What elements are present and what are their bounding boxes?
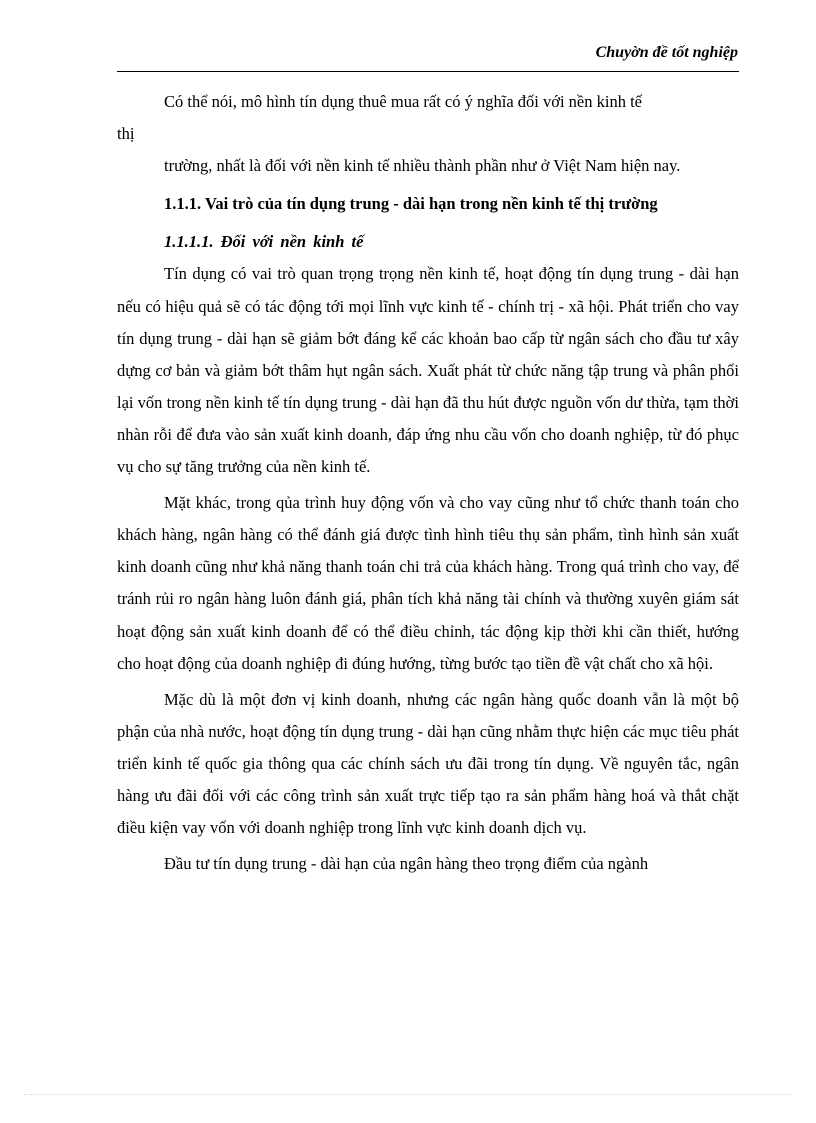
page-header-title: Chuyờn đề tốt nghiệp [595, 44, 738, 61]
paragraph-5: Mặc dù là một đơn vị kinh doanh, nhưng các ngân hàng quốc doanh vẫn là một bộ phận của nhà nước, hoạt động tín dụng trung - dài hạn cũng nhằm thực hiện các mục tiêu phát triển kinh tế quốc gia thông qua các chính sách ưu đãi trong tín dụng. Về nguyên tắc, ngân hàng ưu đãi đối với các công trình sản xuất trực tiếp tạo ra sản phẩm hàng hoá và thắt chặt điều kiện vay vốn với doanh nghiệp trong lĩnh vực kinh doanh dịch vụ. [117, 689, 739, 838]
section-heading: 1.1.1. Vai trò của tín dụng trung - dài hạn trong nền kinh tế thị trường [164, 194, 658, 214]
paragraph-4: Mặt khác, trong qủa trình huy động vốn và cho vay cũng như tổ chức thanh toán cho khách hàng, ngân hàng có thể đánh giá được tình hình tiêu thụ sản phẩm, tình hình sản xuất kinh doanh cũng như khả năng thanh toán chi trả của khách hàng. Trong quá trình cho vay, để tránh rủi ro ngân hàng luôn đánh giá, phân tích khả năng tài chính và thường xuyên giám sát hoạt động sản xuất kinh doanh để có thể điều chỉnh, tác động kịp thời khi cần thiết, hướng cho hoạt động của doanh nghiệp đi đúng hướng, từng bước tạo tiền đề vật chất cho xã hội. [117, 493, 739, 673]
paragraph-1-line-1: Có thể nói, mô hình tín dụng thuê mua rất có ý nghĩa đối với nền kinh tế [164, 92, 642, 111]
paragraph-6: Đầu tư tín dụng trung - dài hạn của ngân hàng theo trọng điểm của ngành [164, 854, 649, 874]
paragraph-3: Tín dụng có vai trò quan trọng trọng nền kinh tế, hoạt động tín dụng trung - dài hạn nếu có hiệu quả sẽ có tác động tới mọi lĩnh vực kinh tế - chính trị - xã hội. Phát triển cho vay tín dụng trung - dài hạn sẽ giảm bớt đáng kể các khoản bao cấp từ ngân sách cho đầu tư xây dựng cơ bản và giảm bớt thâm hụt ngân sách. Xuất phát từ chức năng tập trung và phân phối lại vốn trong nền kinh tế tín dụng trung - dài hạn đã thu hút được nguồn vốn dư thừa, tạm thời nhàn rỗi để đưa vào sản xuất kinh doanh, đáp ứng nhu cầu vốn cho doanh nghiệp, từ đó phục vụ cho sự tăng trưởng của nền kinh tế. [117, 264, 739, 477]
document-body [117, 86, 739, 880]
header-divider [117, 71, 739, 72]
paragraph-1-line-2: thị [117, 124, 135, 144]
paragraph-2: trường, nhất là đối với nền kinh tế nhiều thành phần như ở Việt Nam hiện nay. [164, 156, 681, 176]
page-bottom-divider [24, 1094, 792, 1095]
subsection-heading: 1.1.1.1. Đối với nền kinh tế [164, 232, 364, 252]
